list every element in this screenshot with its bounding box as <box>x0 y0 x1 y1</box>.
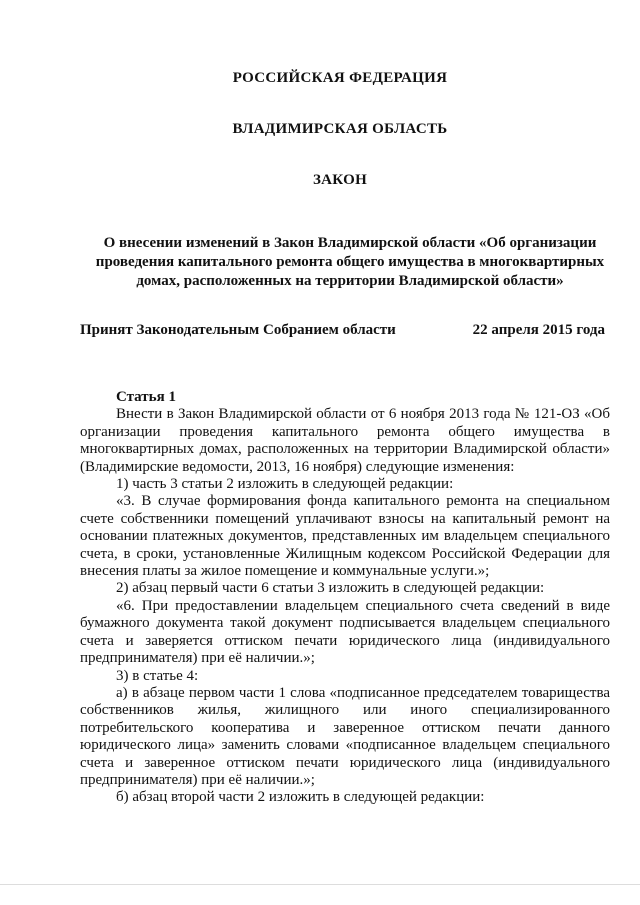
article-title: Статья 1 <box>116 389 176 405</box>
article-paragraph: а) в абзаце первом части 1 слова «подписанное председателем товарищества собственников жилья, жилищного или иного специализированного потребительского кооператива и заверенное оттиском печати данного юридического лица» заменить словами «подписанное владельцем специального счета и заверенное оттиском печати юридического лица (индивидуального предпринимателя) при её наличии.»; <box>80 684 610 788</box>
article-paragraph: 3) в статье 4: <box>116 667 199 684</box>
article-paragraph: Внести в Закон Владимирской области от 6 ноября 2013 года № 121-ОЗ «Об организации проведения капитального ремонта общего имущества в многоквартирных домах, расположенных на территории Владимирской области» (Владимирские ведомости, 2013, 16 ноября) следующие изменения: <box>80 406 610 475</box>
article-paragraph: «6. При предоставлении владельцем специального счета сведений в виде бумажного документа такой документ подписывается владельцем специального счета и заверяется оттиском печати юридического лица (индивидуального предпринимателя) при её наличии.»; <box>80 597 610 667</box>
law-title: О внесении изменений в Закон Владимирской области «Об организации проведения капитального ремонта общего имущества в многоквартирных домах, расположенных на территории Владимирской области» <box>95 235 605 289</box>
article-paragraph: 2) абзац первый части 6 статьи 3 изложить в следующей редакции: <box>116 580 545 597</box>
article-paragraph: «3. В случае формирования фонда капитального ремонта на специальном счете собственники помещений уплачивают взносы на капитальный ремонт на основании платежных документов, представленных им владельцем специального счета, в сроки, установленные Жилищным кодексом Российской Федерации для внесения платы за жилое помещение и коммунальные услуги.»; <box>80 493 610 580</box>
adopted-by: Принят Законодательным Собранием области <box>80 322 396 338</box>
scan-edge-divider <box>0 884 640 885</box>
doc-type-heading: ЗАКОН <box>312 172 368 188</box>
article-paragraph: 1) часть 3 статьи 2 изложить в следующей редакции: <box>116 476 454 493</box>
country-heading: РОССИЙСКАЯ ФЕДЕРАЦИЯ <box>232 70 448 86</box>
article-body <box>80 389 610 807</box>
adoption-date: 22 апреля 2015 года <box>472 322 605 338</box>
region-heading: ВЛАДИМИРСКАЯ ОБЛАСТЬ <box>232 121 448 137</box>
article-paragraph: б) абзац второй части 2 изложить в следующей редакции: <box>116 789 485 806</box>
